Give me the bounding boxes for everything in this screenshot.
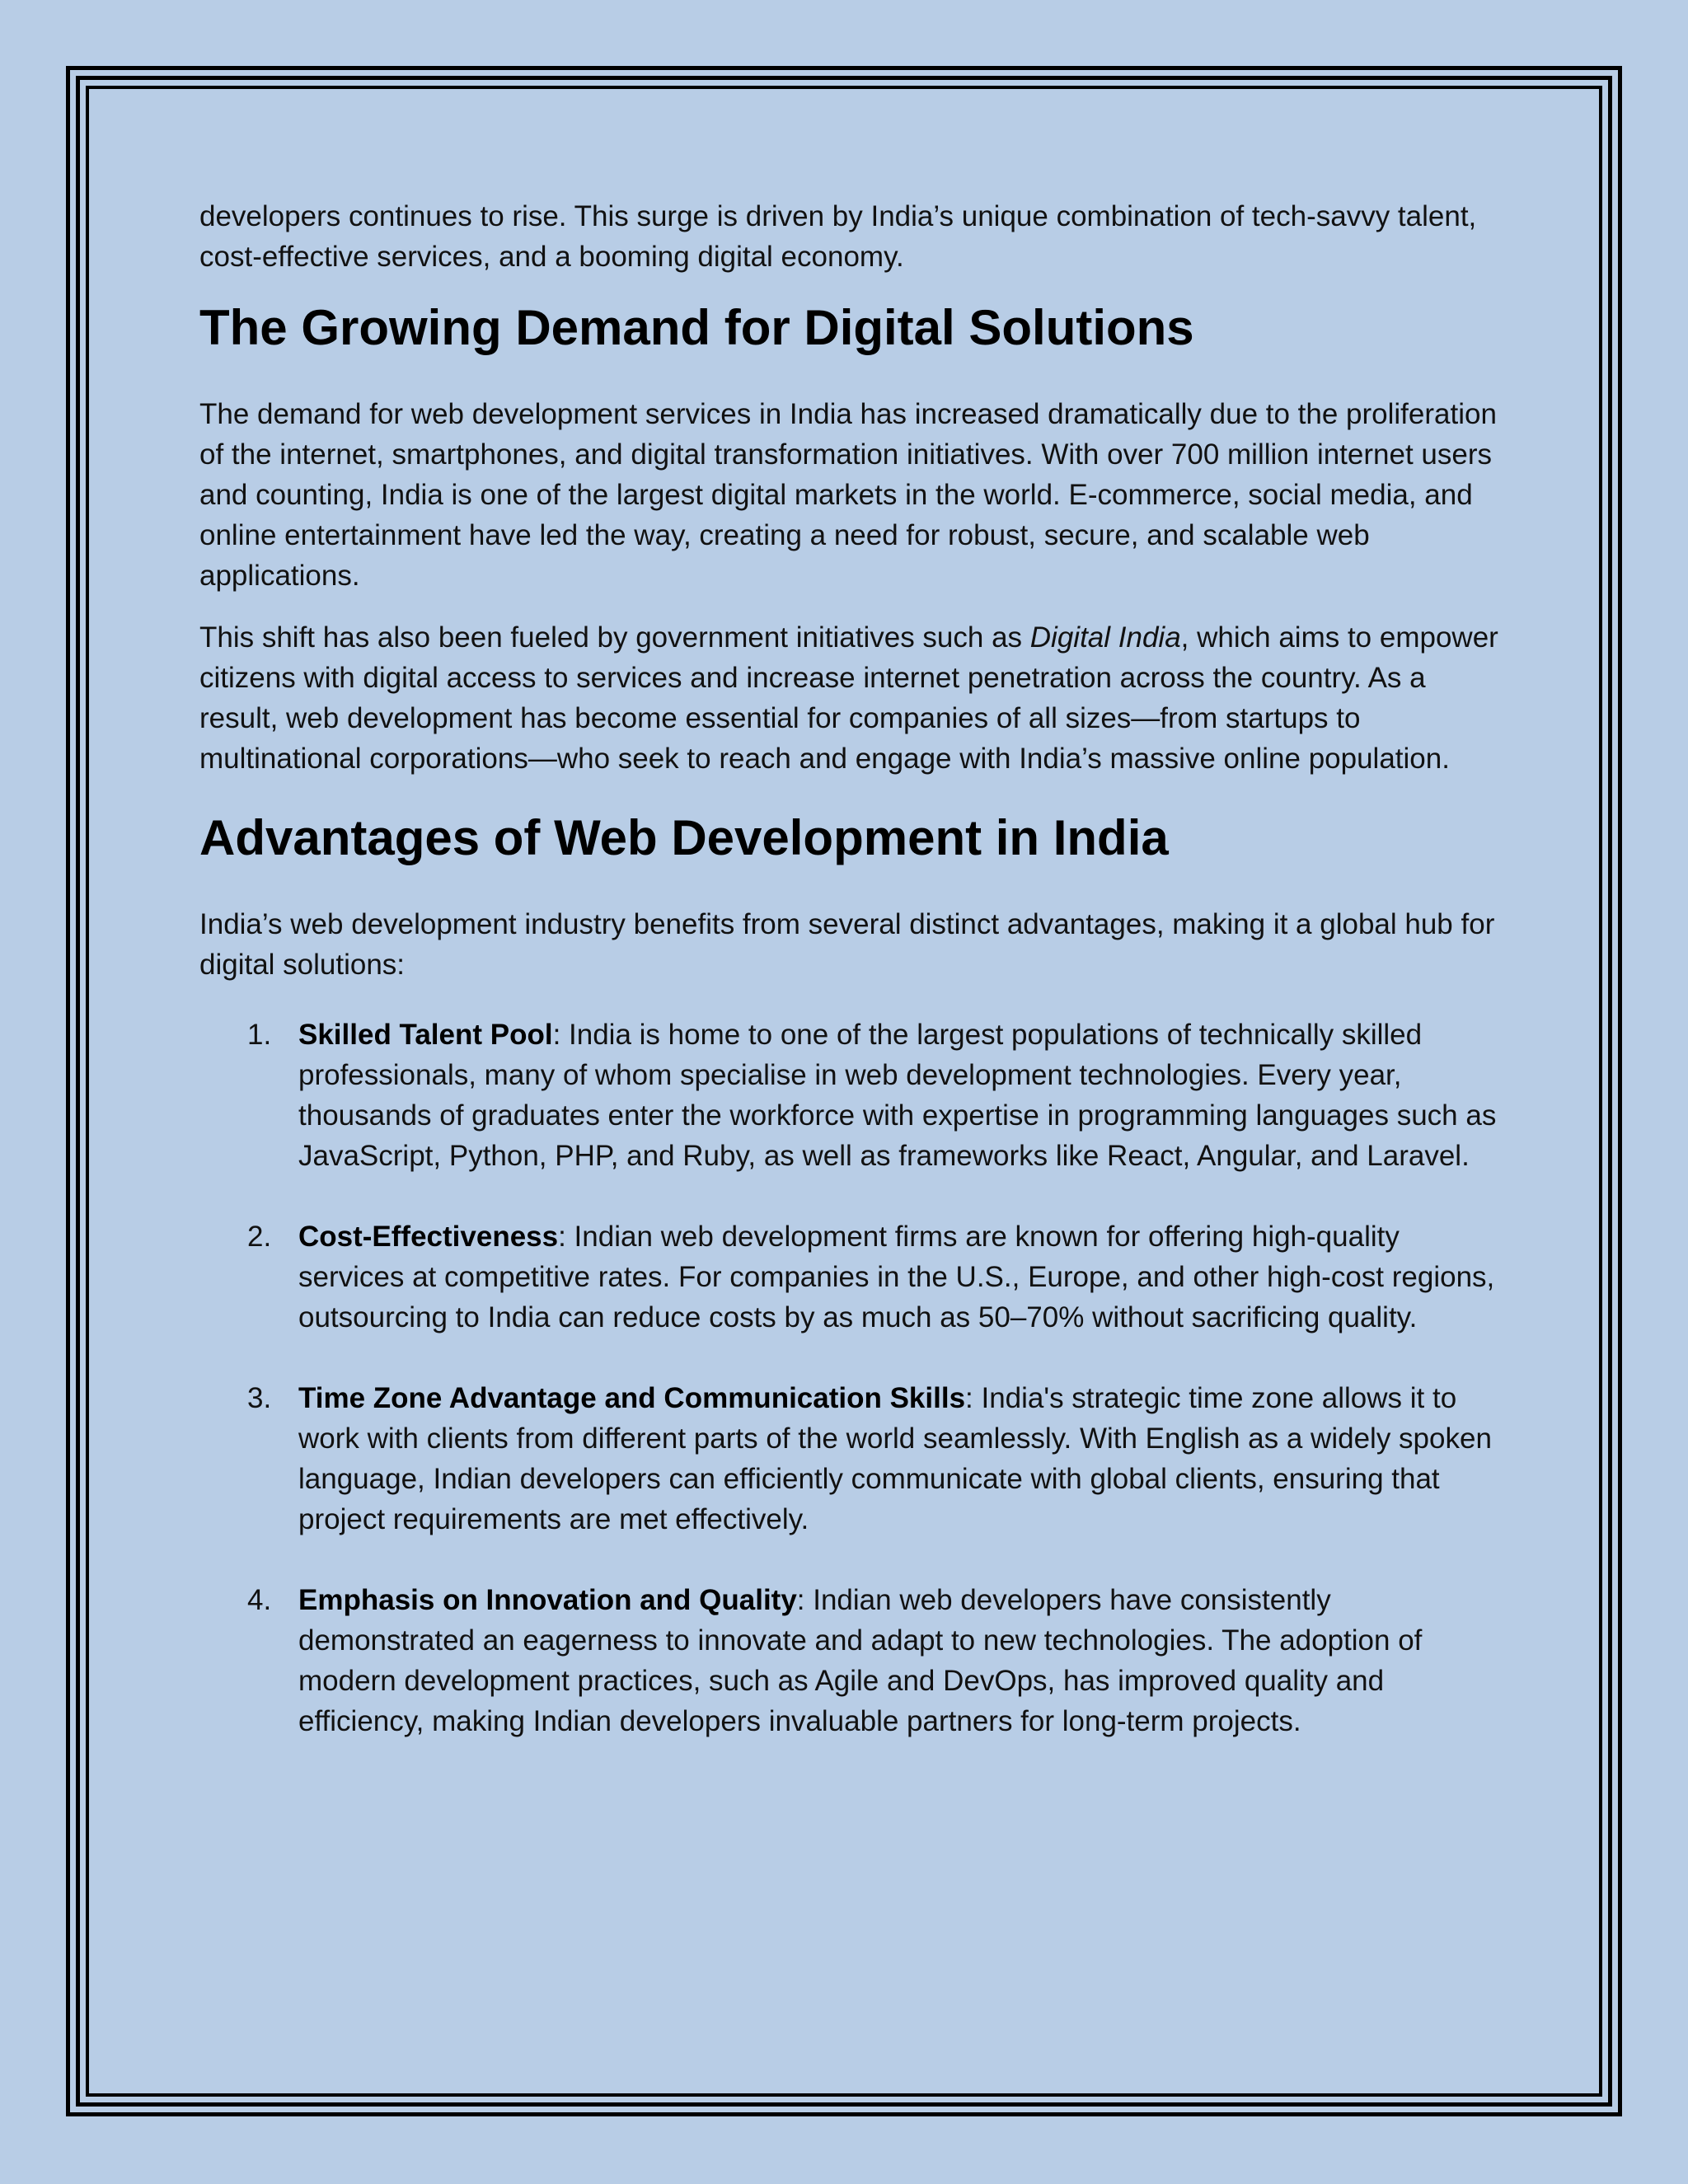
list-item-title: Time Zone Advantage and Communication Skills bbox=[298, 1382, 966, 1414]
list-item-text: : Indian web development firms are known for offering high-quality services at competitive rates. For companies in the U.S., Europe, and other high-cost regions, outsourcing to India can reduce costs by as much as 50–70% without sacrificing quality. bbox=[298, 1221, 1495, 1333]
list-item bbox=[199, 1015, 1502, 1176]
digital-india-text-before: This shift has also been fueled by government initiatives such as bbox=[199, 621, 1030, 654]
advantages-list bbox=[199, 1015, 1502, 1741]
list-item-title: Skilled Talent Pool bbox=[298, 1019, 553, 1051]
list-item-title: Emphasis on Innovation and Quality bbox=[298, 1584, 797, 1616]
digital-india-text-after: , which aims to empower citizens with digital access to services and increase internet penetration across the country. As a result, web development has become essential for companies of all sizes—from startups to multinational corporations—who seek to reach and engage with India’s massive online population. bbox=[199, 621, 1498, 775]
list-item-number: 2. bbox=[247, 1221, 272, 1253]
section-heading-advantages: Advantages of Web Development in India bbox=[199, 810, 1169, 865]
digital-india-paragraph bbox=[199, 617, 1502, 779]
intro-paragraph: developers continues to rise. This surge is driven by India’s unique combination of tech-savvy talent, cost-effective services, and a booming digital economy. bbox=[199, 200, 1477, 273]
list-item-number: 1. bbox=[247, 1019, 272, 1051]
list-item bbox=[199, 1580, 1502, 1741]
advantages-intro-paragraph: India’s web development industry benefits from several distinct advantages, making it a global hub for digital solutions: bbox=[199, 908, 1495, 981]
demand-paragraph: The demand for web development services in India has increased dramatically due to the proliferation of the internet, smartphones, and digital transformation initiatives. With over 700 million internet users and counting, India is one of the largest digital markets in the world. E-commerce, social media, and online entertainment have led the way, creating a need for robust, secure, and scalable web applications. bbox=[199, 398, 1497, 592]
list-item-number: 4. bbox=[247, 1584, 272, 1616]
list-item-title: Cost-Effectiveness bbox=[298, 1221, 559, 1253]
digital-india-emphasis: Digital India bbox=[1029, 621, 1181, 654]
list-item bbox=[199, 1378, 1502, 1540]
list-item bbox=[199, 1216, 1502, 1338]
list-item-text: : Indian web developers have consistently demonstrated an eagerness to innovate and adapt to new technologies. The adoption of modern development practices, such as Agile and DevOps, has improved quality and efficiency, making Indian developers invaluable partners for long-term projects. bbox=[298, 1584, 1423, 1737]
list-item-number: 3. bbox=[247, 1382, 272, 1414]
list-item-text: : India is home to one of the largest populations of technically skilled professionals, many of whom specialise in web development technologies. Every year, thousands of graduates enter the workforce with expertise in programming languages such as JavaScript, Python, PHP, and Ruby, as well as frameworks like React, Angular, and Laravel. bbox=[298, 1019, 1497, 1172]
document-body bbox=[199, 196, 1502, 1782]
section-heading-growing-demand: The Growing Demand for Digital Solutions bbox=[199, 300, 1194, 355]
list-item-text: : India's strategic time zone allows it to work with clients from different parts of the world seamlessly. With English as a widely spoken language, Indian developers can efficiently communicate with global clients, ensuring that project requirements are met effectively. bbox=[298, 1382, 1492, 1535]
